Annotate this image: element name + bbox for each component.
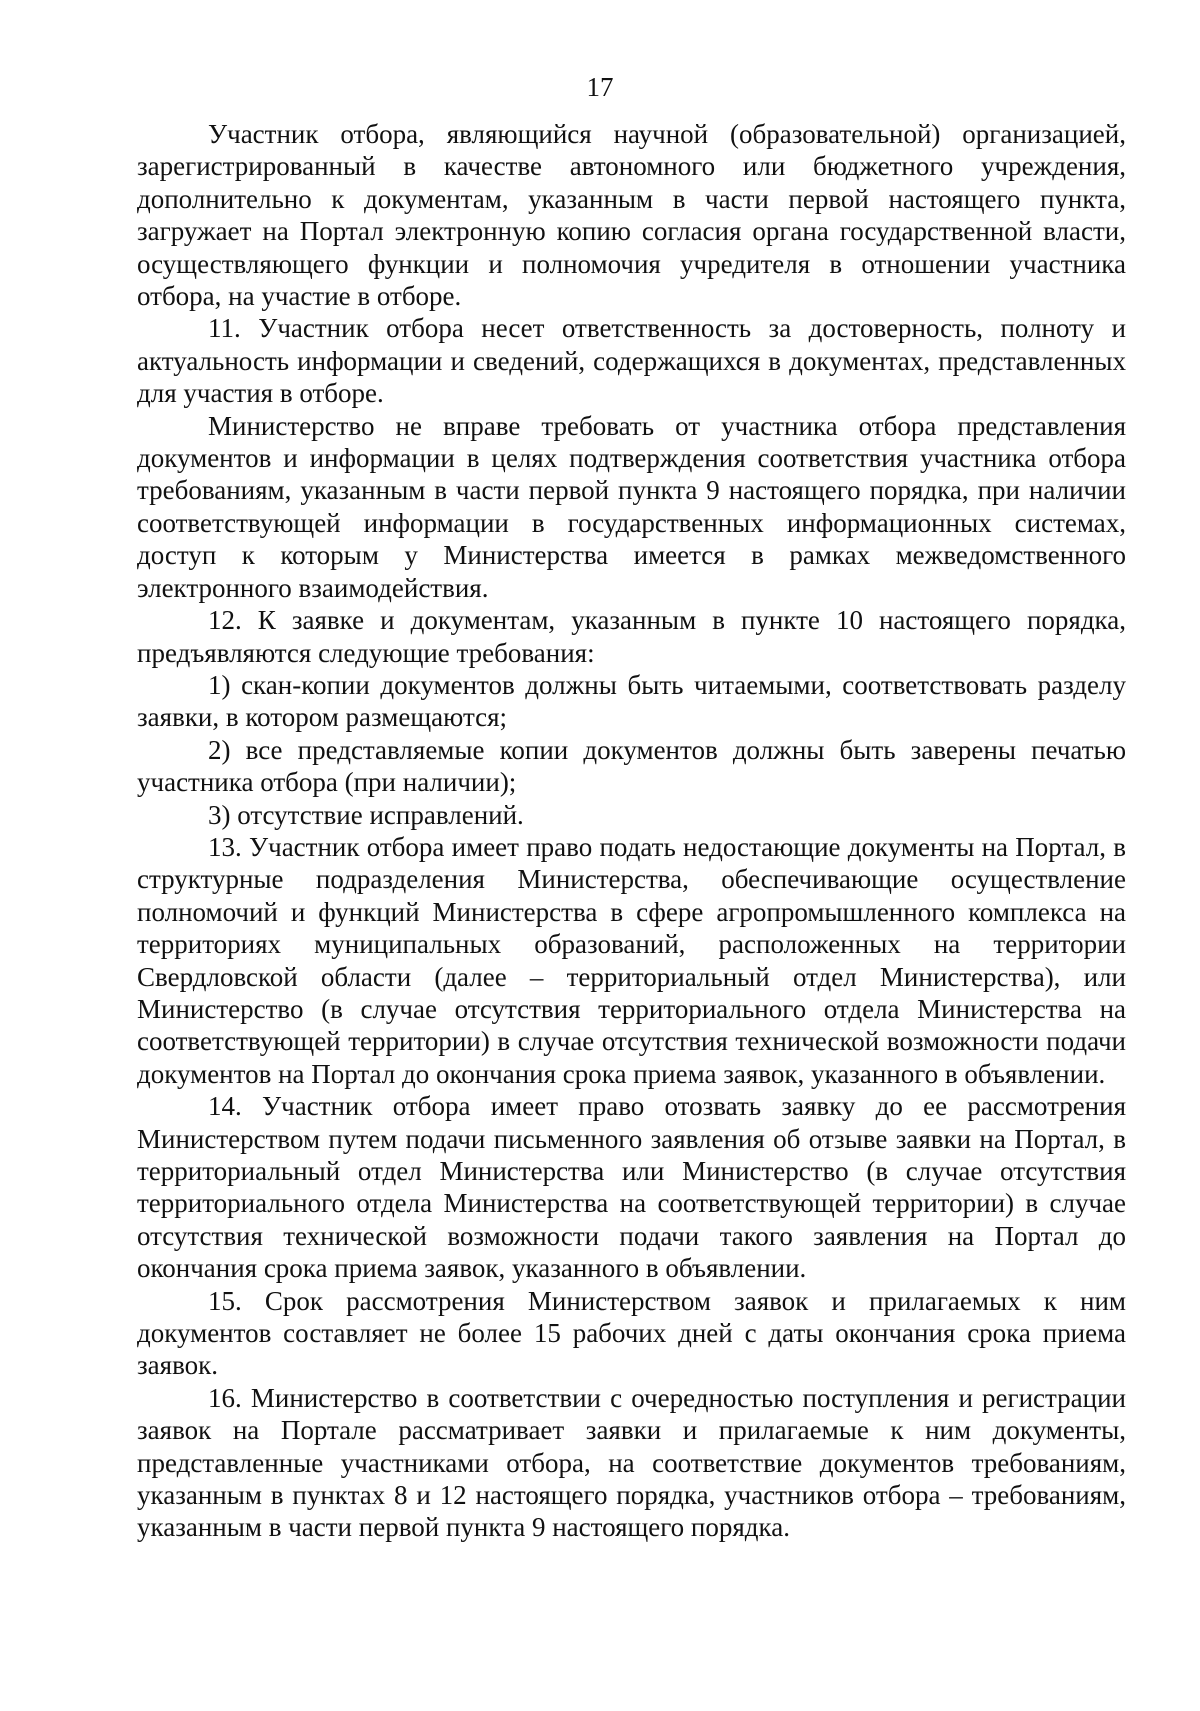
paragraph-ministry-restriction: Министерство не вправе требовать от участника отбора представления документов и информации в целях подтверждения соответствия участника отбора требованиям, указанным в части первой пункта 9 настоящего порядка, при наличии соответствующей информации в государственных информационных системах, доступ к которым у Министерства имеется в рамках межведомственного электронного взаимодействия. xyxy=(137,410,1126,603)
paragraph-11: 11. Участник отбора несет ответственность за достоверность, полноту и актуальность информации и сведений, содержащихся в документах, представленных для участия в отборе. xyxy=(137,313,1126,409)
paragraph-12: 12. К заявке и документам, указанным в пункте 10 настоящего порядка, предъявляются следующие требования: xyxy=(137,605,1126,668)
list-item-3: 3) отсутствие исправлений. xyxy=(208,799,524,830)
paragraph-14: 14. Участник отбора имеет право отозвать заявку до ее рассмотрения Министерством путем подачи письменного заявления об отзыве заявки на Портал, в территориальный отдел Министерства или Министерство (в случае отсутствия территориального отдела Министерства на соответствующей территории) в случае отсутствия технической возможности подачи такого заявления на Портал до окончания срока приема заявок, указанного в объявлении. xyxy=(137,1091,1126,1284)
document-body xyxy=(137,118,1126,1544)
list-item-1: 1) скан-копии документов должны быть читаемыми, соответствовать разделу заявки, в котором размещаются; xyxy=(137,669,1126,733)
paragraph-13: 13. Участник отбора имеет право подать недостающие документы на Портал, в структурные подразделения Министерства, обеспечивающие осуществление полномочий и функций Министерства в сфере агропромышленного комплекса на территориях муниципальных образований, расположенных на территории Свердловской области (далее – территориальный отдел Министерства), или Министерство (в случае отсутствия территориального отдела Министерства на соответствующей территории) в случае отсутствия технической возможности подачи документов на Портал до окончания срока приема заявок, указанного в объявлении. xyxy=(137,831,1126,1089)
paragraph-consent-copy: Участник отбора, являющийся научной (образовательной) организацией, зарегистрированный в качестве автономного или бюджетного учреждения, дополнительно к документам, указанным в части первой настоящего пункта, загружает на Портал электронную копию согласия органа государственной власти, осуществляющего функции и полномочия учредителя в отношении участника отбора, на участие в отборе. xyxy=(137,119,1126,312)
page-number: 17 xyxy=(586,72,614,102)
paragraph-16: 16. Министерство в соответствии с очередностью поступления и регистрации заявок на Портале рассматривает заявки и прилагаемые к ним документы, представленные участниками отбора, на соответствие документов требованиям, указанным в пунктах 8 и 12 настоящего порядка, участников отбора – требованиям, указанным в части первой пункта 9 настоящего порядка. xyxy=(137,1382,1126,1543)
list-item-2: 2) все представляемые копии документов должны быть заверены печатью участника отбора (при наличии); xyxy=(137,734,1126,798)
paragraph-15: 15. Срок рассмотрения Министерством заявок и прилагаемых к ним документов составляет не более 15 рабочих дней с даты окончания срока приема заявок. xyxy=(137,1285,1126,1381)
